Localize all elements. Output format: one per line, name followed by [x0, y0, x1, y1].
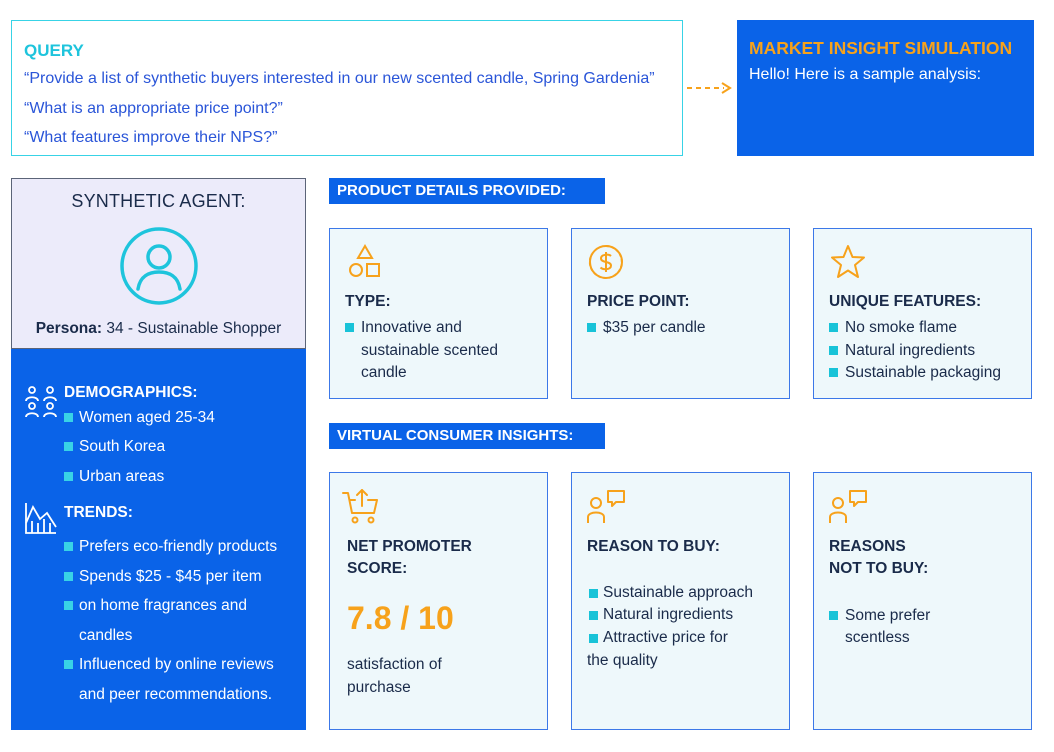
- nps-desc-line: purchase: [347, 679, 411, 696]
- bullet: [587, 323, 596, 332]
- market-title: MARKET INSIGHT SIMULATION: [749, 38, 1013, 58]
- query-line-2: “What is an appropriate price point?”: [24, 100, 283, 117]
- dashed-arrow-icon: [686, 80, 734, 96]
- nps-title-line: SCORE:: [347, 560, 408, 577]
- type-title: TYPE:: [345, 293, 391, 310]
- nps-card: [329, 472, 548, 730]
- reason-buy-line: Natural ingredients: [603, 606, 734, 623]
- type-card: [329, 228, 548, 399]
- trends-item: and peer recommendations.: [79, 686, 273, 703]
- demographics-title: DEMOGRAPHICS:: [64, 384, 198, 401]
- people-group-icon: [24, 385, 58, 419]
- bullet: [64, 572, 73, 581]
- user-circle-icon: [119, 226, 199, 306]
- nps-desc-line: satisfaction of: [347, 656, 442, 673]
- reasons-not-to-buy-card: [813, 472, 1032, 730]
- nps-value: 7.8 / 10: [347, 600, 454, 636]
- trends-title: TRENDS:: [64, 504, 133, 521]
- person-chat-icon: [586, 489, 626, 525]
- nps-title-line: NET PROMOTER: [347, 538, 472, 555]
- bullet: [589, 634, 598, 643]
- dollar-coin-icon: [587, 243, 625, 281]
- persona-value: 34 - Sustainable Shopper: [102, 320, 282, 337]
- type-line: sustainable scented: [361, 342, 499, 359]
- persona-label: Persona:: [35, 320, 103, 337]
- market-subtitle: Hello! Here is a sample analysis:: [749, 66, 982, 83]
- bullet: [64, 413, 73, 422]
- reason-buy-line: Attractive price for: [603, 629, 728, 646]
- bullet: [589, 589, 598, 598]
- reason-to-buy-card: [571, 472, 790, 730]
- line-chart-icon: [24, 501, 58, 535]
- features-card: [813, 228, 1032, 399]
- bullet: [64, 542, 73, 551]
- person-chat-icon: [828, 489, 868, 525]
- features-line: Natural ingredients: [845, 342, 976, 359]
- trends-item: candles: [79, 627, 133, 644]
- bullet: [589, 611, 598, 620]
- price-line: $35 per candle: [603, 319, 706, 336]
- price-card: [571, 228, 790, 399]
- agent-persona: [12, 320, 305, 338]
- product-details-header: PRODUCT DETAILS PROVIDED:: [329, 178, 605, 204]
- reason-not-line: Some prefer: [845, 607, 931, 624]
- trends-item: Spends $25 - $45 per item: [79, 568, 262, 585]
- reason-not-title-line: REASONS: [829, 538, 906, 555]
- bullet: [64, 601, 73, 610]
- bullet: [829, 368, 838, 377]
- type-line: Innovative and: [361, 319, 462, 336]
- query-box: [11, 20, 683, 156]
- bullet: [829, 611, 838, 620]
- bullet: [345, 323, 354, 332]
- shapes-icon: [346, 243, 384, 281]
- price-title: PRICE POINT:: [587, 293, 690, 310]
- features-title: UNIQUE FEATURES:: [829, 293, 982, 310]
- reason-not-line: scentless: [845, 629, 910, 646]
- trends-item: Prefers eco-friendly products: [79, 538, 278, 555]
- bullet: [829, 346, 838, 355]
- type-line: candle: [361, 364, 407, 381]
- trends-item: on home fragrances and: [79, 597, 248, 614]
- reason-not-title-line: NOT TO BUY:: [829, 560, 929, 577]
- insights-header: VIRTUAL CONSUMER INSIGHTS:: [329, 423, 605, 449]
- star-icon: [829, 243, 867, 281]
- demographics-item: Urban areas: [79, 468, 165, 485]
- trends-item: Influenced by online reviews: [79, 656, 274, 673]
- agent-title: SYNTHETIC AGENT:: [71, 191, 246, 211]
- agent-profile-panel: [11, 349, 306, 730]
- bullet: [64, 442, 73, 451]
- query-line-1: “Provide a list of synthetic buyers interested in our new scented candle, Spring Gardenia”: [24, 70, 655, 87]
- reason-buy-title: REASON TO BUY:: [587, 538, 720, 555]
- features-line: No smoke flame: [845, 319, 957, 336]
- demographics-item: South Korea: [79, 438, 166, 455]
- cart-upload-icon: [341, 487, 381, 525]
- synthetic-agent-box: [11, 178, 306, 349]
- reason-buy-line: the quality: [587, 652, 658, 669]
- query-line-3: “What features improve their NPS?”: [24, 129, 278, 146]
- market-insight-box: [737, 20, 1034, 156]
- bullet: [829, 323, 838, 332]
- bullet: [64, 472, 73, 481]
- demographics-item: Women aged 25-34: [79, 409, 215, 426]
- query-title: QUERY: [24, 41, 84, 60]
- reason-buy-line: Sustainable approach: [603, 584, 753, 601]
- features-line: Sustainable packaging: [845, 364, 1001, 381]
- bullet: [64, 660, 73, 669]
